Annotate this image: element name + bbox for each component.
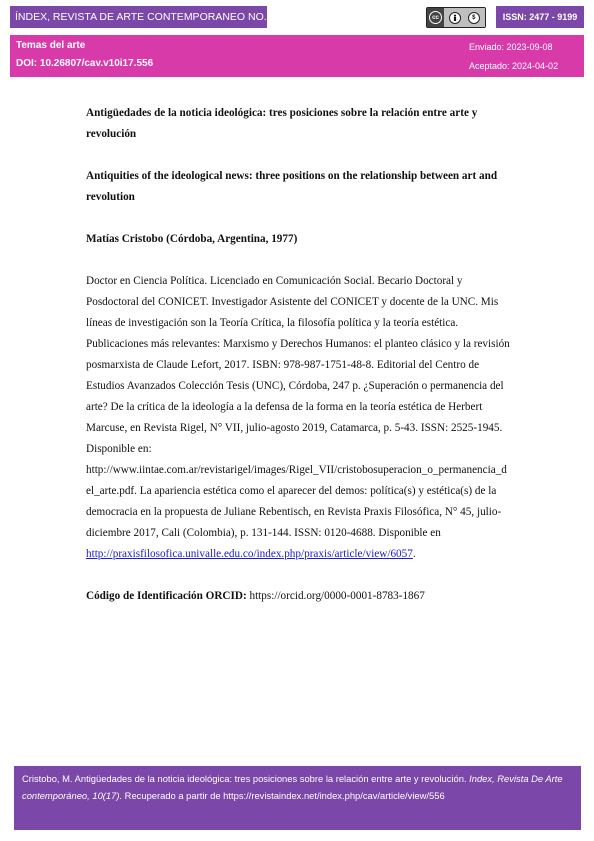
citation-footer: Cristobo, M. Antigüedades de la noticia ideológica: tres posiciones sobre la relación entre arte y revolución. Index, Revista De Arte contemporáneo, 10(17). Recuperado a partir de https://revistaindex.net/index.php/cav/article/view/556: [14, 766, 581, 830]
accepted-date: Aceptado: 2024-04-02: [469, 61, 559, 71]
author-bio: Doctor en Ciencia Política. Licenciado en Comunicación Social. Becario Doctoral y Posdoctoral del CONICET. Investigador Asistente del CONICET y docente de la UNC. Mis líneas de investigación son la Teoría Crítica, la filosofía política y la teoría estética. Publicaciones más relevantes: Marxismo y Derechos Humanos: el planteo clásico y la revisión posmarxista de Claude Lefort, 2017. ISBN: 978-987-1751-48-8. Editorial del Centro de Estudios Avanzados Colección Tesis (UNC), Córdoba, 247 p. ¿Superación o permanencia del arte? De la crítica de la ideología a la defensa de la forma en la teoría estética de Herbert Marcuse, en Revista Rigel, N° VII, julio-agosto 2019, Catamarca, p. 5-43. ISSN: 2525-1945. Disponible en: http://www.iintae.com.ar/revistarigel/images/Rigel_VII/cristobosuperacion_o_permanencia_del_arte.pdf. La apariencia estética como el aparecer del demos: política(s) y estética(s) de la democracia en la propuesta de Juliane Rebentisch, en Revista Praxis Filosófica, N° 45, julio-diciembre 2017, Cali (Colombia), p. 131-144. ISSN: 0120-4688. Disponible en http://praxisfilosofica.univalle.edu.co/index.php/praxis/article/view/6057.: [86, 275, 510, 560]
cc-conditions: [444, 8, 485, 27]
cc-license-badge[interactable]: [426, 7, 486, 28]
article-meta-bar: [10, 35, 584, 77]
title-english: Antiquities of the ideological news: three positions on the relationship between art and revolution: [86, 170, 498, 203]
doi[interactable]: DOI: 10.26807/cav.v10i17.556: [16, 58, 154, 69]
issn: ISSN: 2477 - 9199: [496, 6, 584, 28]
article-body: [86, 103, 511, 607]
citation-journal: Index, Revista De Arte contemporáneo, 10(17).: [22, 773, 563, 801]
author-name: Matías Cristobo (Córdoba, Argentina, 1977): [86, 233, 298, 245]
journal-name: ÍNDEX, REVISTA DE ARTE CONTEMPORANEO NO. 17: [10, 6, 267, 28]
cc-logo-icon: cc: [427, 8, 444, 27]
attribution-icon: [449, 12, 461, 24]
citation-url[interactable]: Recuperado a partir de https://revistaindex.net/index.php/cav/article/view/556: [122, 790, 445, 801]
noncommercial-icon: $: [468, 12, 480, 24]
praxis-article-link[interactable]: http://praxisfilosofica.univalle.edu.co/index.php/praxis/article/view/6057: [86, 548, 413, 560]
title-spanish: Antigüedades de la noticia ideológica: tres posiciones sobre la relación entre arte y revolución: [86, 107, 478, 140]
submitted-date: Enviado: 2023-09-08: [469, 42, 553, 52]
orcid-label: Código de Identificación ORCID:: [86, 590, 247, 602]
section-label: Temas del arte: [16, 40, 86, 51]
orcid-value[interactable]: https://orcid.org/0000-0001-8783-1867: [246, 590, 425, 602]
orcid-line: [86, 586, 511, 607]
